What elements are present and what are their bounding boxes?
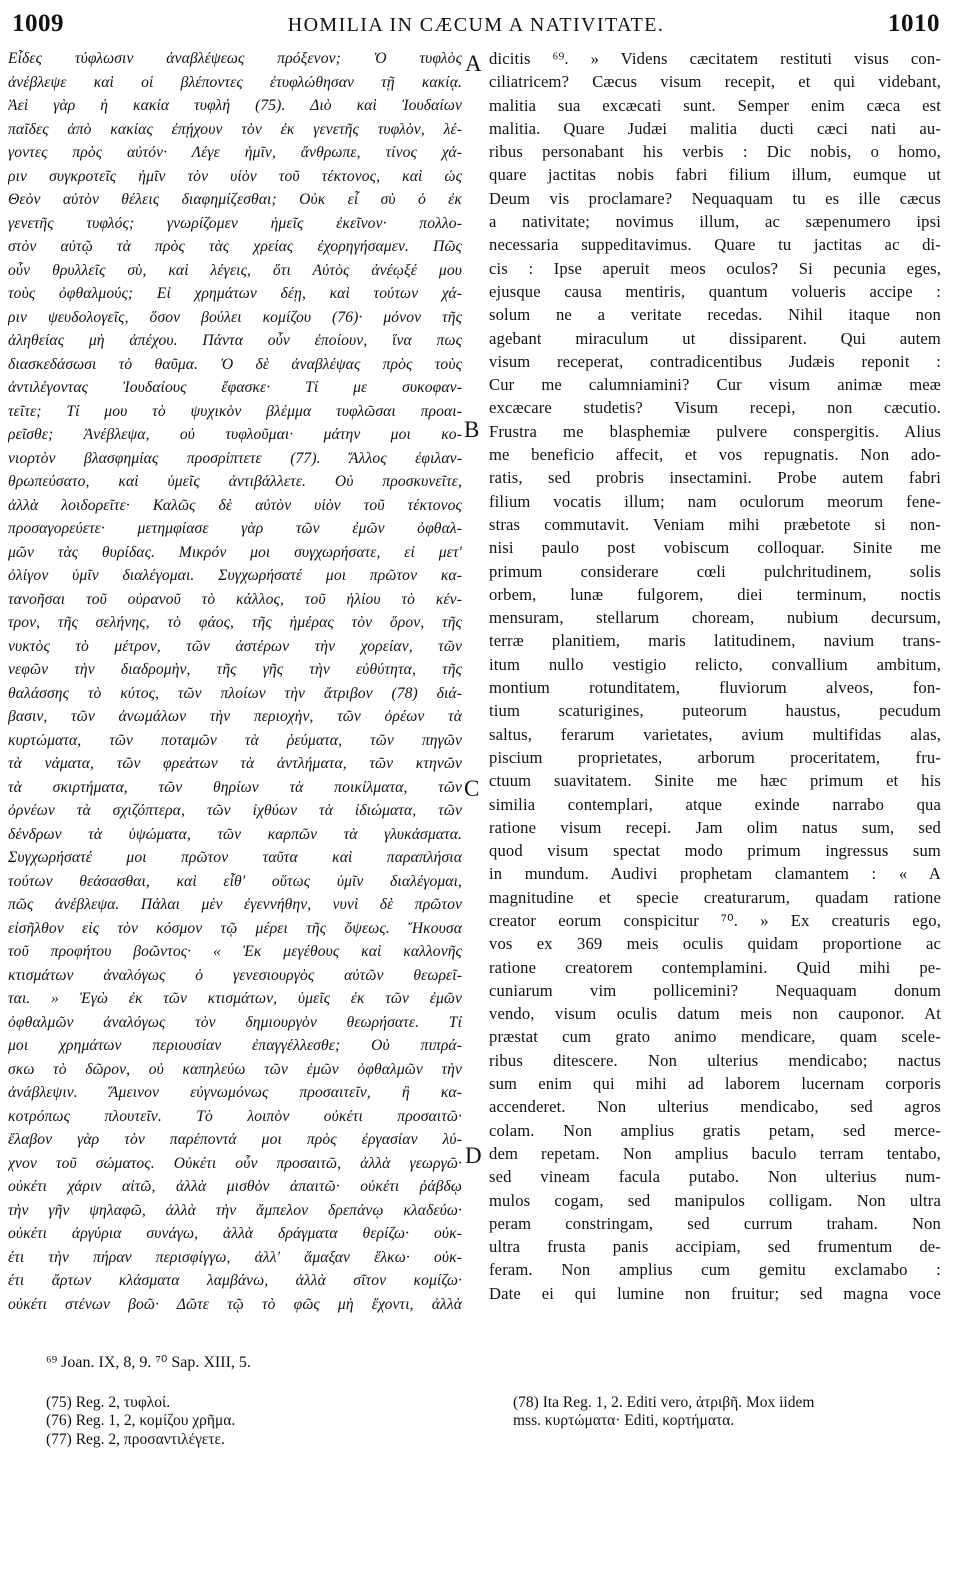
greek-text-line: σκω τὸ δῶρον, οὐ καπηλεύω τῶν ἐμῶν ὀφθαλμῶν τὴν — [8, 1060, 462, 1078]
greek-text-column — [8, 47, 462, 1316]
latin-text-line: ratis, sed probris insectamini. Probe autem fabri — [489, 468, 941, 488]
greek-text-line: ριν συγκροτεῖς ἡμῖν τὸν υἱὸν τοῦ τέκτονος, καὶ ὡς — [8, 167, 462, 185]
latin-text-line: stras commutavit. Veniam mihi præbetote si non- — [489, 514, 941, 534]
greek-text-line: προσαγορεύετε· μετημφίασε γὰρ τῶν ἐμῶν ὀφθαλ- — [8, 520, 462, 537]
margin-letter-d: D — [465, 1143, 482, 1168]
greek-text-line: εἰσῆλθον εἰς τὸν κόσμον τῷ μέρει τῆς ὄψεως. Ἤκουσα — [8, 919, 462, 937]
greek-text-line: ριν ψευδολογεῖς, ὅσον βούλει κομίζου (76)· μόνον τῆς — [8, 308, 462, 326]
latin-text-line: excæcare studetis? Visum recepi, non cæcutio. — [489, 398, 941, 418]
greek-text-line: τανοῆσαι τοῦ οὐρανοῦ τὸ κάλλος, τοῦ ἡλίου τὸ κέν- — [8, 590, 462, 608]
latin-text-line: dicitis ⁶⁹. » Videns cæcitatem restituti visus con- — [489, 49, 941, 68]
latin-text-line: cuniarum vim pollicemini? Nequaquam donum — [489, 980, 941, 1000]
left-page-number: 1009 — [12, 10, 64, 37]
latin-text-line: mensuram, stellarum choream, nubium decursum, — [489, 608, 941, 628]
latin-text-line: similia contemplari, atque exinde narrabo qua — [489, 794, 941, 814]
latin-text-line: vendo, visum oculis datum meis non cauponor. At — [489, 1004, 941, 1024]
greek-text-line: βασιν, τῶν ἀνωμάλων τὴν περιοχὴν, τῶν ὀρέων τὰ — [8, 708, 462, 725]
greek-text-line: ἀνέβλεψε καὶ οἱ βλέποντες ἐτυφλώθησαν τῇ κακίᾳ. — [8, 73, 462, 91]
scripture-footnotes: ⁶⁹ Joan. IX, 8, 9. ⁷⁰ Sap. XIII, 5. — [46, 1354, 251, 1371]
greek-text-line: κυρτώματα, τῶν ποταμῶν τὰ ῥεύματα, τῶν πηγῶν — [8, 731, 462, 749]
greek-text-line: τρον, τῆς σελήνης, τὸ φάος, τῆς ἡμέρας τὸν ὅρον, τῆς — [8, 614, 462, 631]
greek-text-line: νιορτὸν βλασφημίας προσρίπτετε (77). Ἄλλος ἐφιλαν- — [8, 449, 462, 467]
margin-letter-b: B — [464, 417, 480, 442]
latin-text-line: agebant miraculum ut dissiparent. Qui autem — [489, 328, 941, 348]
latin-text-line: Deum vis proclamare? Nequaquam tu es ille cæcus — [489, 188, 941, 208]
latin-text-line: ratione creatorem contemplamini. Quid mihi pe- — [489, 957, 941, 977]
latin-text-line: visum receperat, contradicentibus Judæis reponit : — [489, 351, 941, 371]
latin-text-line: feram. Non amplius cum gemitu exclamabo : — [489, 1260, 941, 1280]
footnotes-right — [513, 1394, 933, 1431]
greek-text-line: χνον τοῦ σώματος. Οὐκέτι οὖν προσαιτῶ, ἀλλὰ γεωργῶ· — [8, 1154, 462, 1172]
greek-text-line: οὖν θρυλλεῖς σὺ, καὶ λέγεις, ὅτι Αὐτὸς ἀνέῳξέ μου — [8, 261, 462, 279]
latin-text-line: ejusque causa mentiris, quantum volueris accipe : — [489, 281, 941, 301]
latin-text-line: ribus personabant his verbis : Dic nobis, o homo, — [489, 142, 941, 162]
footnote-76: (76) Reg. 1, 2, κομίζου χρῆμα. — [46, 1412, 236, 1430]
greek-text-line: ἀλλὰ λοιδορεῖτε· Καλῶς δὲ αὐτὸν υἱὸν τοῦ τέκτονος — [8, 496, 462, 514]
page-header — [12, 10, 940, 44]
footnote-78-line-1: (78) Ita Reg. 1, 2. Editi vero, ἀτριβῆ. Mox iidem — [513, 1394, 815, 1411]
latin-text-line: creator eorum conspicitur ⁷⁰. » Ex creaturis ego, — [489, 910, 941, 930]
latin-text-line: montium rotunditatem, fluviorum alveos, fon- — [489, 678, 941, 698]
greek-text-line: ἀληθείας μὴ ἀπέχου. Πάντα οὖν ἐποίουν, ἵνα πως — [8, 332, 462, 349]
latin-text-line: necessaria suppeditavimus. Quare tu jactitas ac di- — [489, 235, 941, 255]
greek-text-line: τοὺς ὀφθαλμούς; Εἰ χρημάτων δέῃ, καὶ τούτων χά- — [8, 285, 462, 302]
latin-text-line: ultra frusta panis accipiam, sed frumentum de- — [489, 1237, 941, 1257]
latin-text-line: colam. Non amplius gratis petam, sed merce- — [489, 1120, 941, 1140]
latin-text-line: ciliatricem? Cæcus visum recepit, et qui videbant, — [489, 72, 941, 92]
latin-text-line: ribus ditescere. Non ulterius mendicabo; nactus — [489, 1050, 941, 1070]
greek-text-line: θρωπεύσατο, καὶ ὑμεῖς ἀντιβάλλετε. Οὐ προσκυνεῖτε, — [8, 473, 462, 490]
latin-text-line: præstat cum grato animo mendicare, quam scele- — [489, 1027, 941, 1047]
greek-text-line: νεφῶν τὴν διαδρομὴν, τῆς γῆς τὴν εὐθύτητα, τῆς — [8, 661, 462, 678]
greek-text-line: οὐκέτι στένων βοῶ· Δῶτε τῷ τὸ φῶς μὴ ἔχοντι, ἀλλὰ — [8, 1295, 462, 1313]
greek-text-line: στὸν αὐτῷ τὰ πρὸς τὰς χρείας ἐχορηγήσαμεν. Πῶς — [8, 238, 462, 255]
latin-text-line: piscium proprietates, arborum proceritatem, fru- — [489, 747, 941, 767]
greek-text-line: ὀρνέων τὰ σχιζόπτερα, τῶν ἰχθύων τὰ ἰδιώματα, τῶν — [8, 802, 462, 819]
greek-text-line: ἀνάβλεψιν. Ἄμεινον εὐγνωμόνως προσαιτεῖν, ἢ κα- — [8, 1084, 462, 1101]
greek-text-line: δένδρων τὰ ὑψώματα, τῶν καρπῶν τὰ γλυκάσματα. — [8, 825, 462, 843]
footnote-75: (75) Reg. 2, τυφλοί. — [46, 1394, 171, 1411]
latin-text-line: vos ex 369 meis oculis quidam proportione ac — [489, 934, 941, 954]
latin-text-line: Date ei qui lumine non fruitur; sed magna voce — [489, 1283, 941, 1303]
right-page-number: 1010 — [888, 10, 940, 37]
greek-text-line: ρεῖσθε; Ἀνέβλεψα, οὐ τυφλοῦμαι· μάτην μοι κο- — [8, 426, 462, 443]
latin-text-line: in mundum. Audivi prophetam clamantem : « A — [489, 864, 941, 884]
greek-text-line: τὰ σκιρτήματα, τῶν θηρίων τὰ ποικίλματα, τῶν — [8, 778, 462, 796]
greek-text-line: πῶς ἀνέβλεψα. Πάλαι μὲν ἐγεννήθην, νυνὶ δὲ πρῶτον — [8, 896, 462, 913]
latin-text-line: accenderet. Non ulterius mendicabo, sed agros — [489, 1097, 941, 1117]
greek-text-line: τὴν γῆν ψηλαφῶ, ἀλλὰ τὴν ἄμπελον δρεπάνῳ κλαδεύω· — [8, 1201, 462, 1219]
latin-text-line: dem repetam. Non amplius baculo terram tentabo, — [489, 1143, 941, 1163]
greek-text-line: τούτων θεάσασθαι, καὶ εἶθ' οὕτως ὑμῖν διαλέγομαι, — [8, 872, 462, 890]
greek-text-line: οὐκέτι χάριν αἰτῶ, ἀλλὰ μισθὸν ἀπαιτῶ· οὐκέτι ῥάβδῳ — [8, 1178, 462, 1195]
greek-text-line: κτισμάτων ἀναλόγως ὁ γενεσιουργὸς αὐτῶν θεωρεῖ- — [8, 966, 462, 984]
latin-text-line: sum enim qui mihi ad laborem lucernam corporis — [489, 1074, 941, 1094]
latin-text-line: malitia. Quare Judæi malitia ducti cæci nati au- — [489, 118, 941, 138]
latin-text-line: Cur me calumniamini? Cur visum animæ meæ — [489, 375, 941, 395]
latin-text-line: solum ne a veritate recedas. Nihil itaque non — [489, 305, 941, 325]
latin-text-line: mulos cogam, sed manipulos colligam. Non ultra — [489, 1190, 941, 1210]
greek-text-line: Εἶδες τύφλωσιν ἀναβλέψεως πρόξενον; Ὁ τυφλὸς — [8, 50, 462, 67]
greek-text-line: τεῖτε; Τί μου τὸ ψυχικὸν βλέμμα τυφλῶσαι προαι- — [8, 402, 462, 420]
latin-text-line: cis : Ipse aperuit meos oculos? Si pecunia eges, — [489, 258, 941, 278]
margin-letter-a: A — [465, 51, 482, 76]
running-title: HOMILIA IN CÆCUM A NATIVITATE. — [287, 14, 665, 36]
greek-text-line: γοντες πρὸς αὐτόν· Λέγε ἡμῖν, ἄνθρωπε, τίνος χά- — [8, 144, 462, 161]
latin-text-line: quare jactitas nobis fabri filium illum, eumque ut — [489, 165, 941, 185]
latin-text-line: nisi paulo post vobiscum colloquar. Sinite me — [489, 538, 941, 558]
latin-text-line: tium scaturigines, puteorum haustus, pecudum — [489, 701, 941, 721]
latin-text-column — [489, 47, 941, 1305]
latin-text-line: peram constringam, sed currum traham. Non — [489, 1213, 941, 1233]
greek-text-line: Ἀεὶ γὰρ ἡ κακία τυφλή (75). Διὸ καὶ Ἰουδαίων — [8, 97, 462, 114]
greek-text-line: ἔλαβον γὰρ τὸν παρέποντά μοι πρὸς ἐργασίαν λύ- — [8, 1131, 462, 1148]
footnote-77: (77) Reg. 2, προσαντιλέγετε. — [46, 1430, 225, 1448]
latin-text-line: ratione visum recepi. Jam olim natus sum, sed — [489, 817, 941, 837]
greek-text-line: γενετῆς τυφλός; γνωρίζομεν ἡμεῖς ἐκεῖνον· πολλο- — [8, 214, 462, 232]
footnotes-left — [46, 1394, 466, 1449]
latin-text-line: terræ planitiem, maris latitudinem, navium trans- — [489, 631, 941, 651]
latin-text-line: ctuum suavitatem. Sinite me hæc primum et his — [489, 771, 941, 791]
latin-text-line: quod visum spectat modo primum ingressus sum — [489, 841, 941, 861]
footnote-78-line-2: mss. κυρτώματα· Editi, κορτήματα. — [513, 1412, 735, 1430]
greek-text-line: θαλάσσης τὸ κύτος, τῶν πλοίων τὴν ἄτριβον (78) διά- — [8, 684, 462, 702]
greek-text-line: έτι τὴν πήραν περισφίγγω, ἀλλ' ἅμαξαν ἕλκω· οὐκ- — [8, 1248, 462, 1266]
greek-text-line: ὀφθαλμῶν ἀναλόγως τὸν δημιουργὸν θεωρήσατε. Τί — [8, 1013, 462, 1031]
greek-text-line: τοῦ προφήτου βοῶντος· « Ἐκ μεγέθους καὶ καλλονῆς — [8, 943, 462, 960]
greek-text-line: κοτρόπως πλουτεῖν. Τὸ λοιπὸν οὐκέτι προσαιτῶ· — [8, 1107, 462, 1125]
greek-text-line: νυκτὸς τὸ μέτρον, τῶν ἀστέρων τὴν χορείαν, τῶν — [8, 637, 462, 655]
latin-text-line: magnitudine et specie creaturarum, quadam ratione — [489, 887, 941, 907]
latin-text-line: malitia sua excæcati sunt. Semper enim cæca est — [489, 95, 941, 115]
greek-text-line: οὐκέτι ἀργύρια συνάγω, ἀλλὰ δράγματα θερίζω· οὐκ- — [8, 1225, 462, 1242]
latin-text-line: me beneficio affecit, et vos repugnatis. Non ado- — [489, 445, 941, 465]
greek-text-line: Θεὸν αὐτὸν θέλεις διαφημίζεσθαι; Οὐκ εἶ σὺ ὁ ἐκ — [8, 191, 462, 208]
latin-text-line: filium vocatis illum; nam oculorum meorum fene- — [489, 491, 941, 511]
latin-text-line: orbem, lunæ fulgorem, diei terminum, noctis — [489, 584, 941, 604]
greek-text-line: ὀλίγον ὑμῖν διαλέγομαι. Συγχωρήσατέ μοι πρῶτον κα- — [8, 567, 462, 584]
greek-text-line: ἀντιλέγοντας Ἰουδαίους ἔφασκε· Τί με συκοφαν- — [8, 379, 462, 396]
greek-text-line: έτι ἄρτων κλάσματα λαμβάνω, ἀλλὰ σῖτον κομίζω· — [8, 1272, 462, 1289]
greek-text-line: τὰ νάματα, τῶν φρεάτων τὰ ἀντλήματα, τῶν κτηνῶν — [8, 755, 462, 772]
greek-text-line: ται. » Ἐγὼ ἐκ τῶν κτισμάτων, ὑμεῖς ἐκ τῶν ἐμῶν — [8, 990, 462, 1007]
greek-text-line: μοι χρημάτων περιουσίαν ἐπαγγέλλεσθε; Οὐ πιπρά- — [8, 1037, 462, 1054]
latin-text-line: saltus, ferarum varietates, avium multifidas alas, — [489, 724, 941, 744]
latin-text-line: primum considerare cœli pulchritudinem, solis — [489, 561, 941, 581]
margin-letter-c: C — [464, 776, 480, 801]
latin-text-line: sed vineam facula putabo. Non ulterius num- — [489, 1167, 941, 1187]
latin-text-line: itum nullo vestigio relicto, convallium ambitum, — [489, 654, 941, 674]
latin-text-line: a nativitate; novimus illum, ac sæpenumero ipsi — [489, 212, 941, 232]
latin-text-line: Frustra me blasphemiæ pulvere conspergitis. Alius — [489, 421, 941, 441]
greek-text-line: παῖδες ἀπὸ κακίας ἐπῄχουν τὸν ἐκ γενετῆς τυφλὸν, λέ- — [8, 120, 462, 138]
greek-text-line: διασκεδάσωσι τὸ θαῦμα. Ὁ δὲ ἀναβλέψας πρὸς τοὺς — [8, 355, 462, 373]
greek-text-line: μῶν τὰς θυρίδας. Μικρόν μοι συγχωρήσατε, εἰ μετ' — [8, 543, 462, 561]
greek-text-line: Συγχωρήσατέ μοι πρῶτον ταῦτα καὶ παραπλήσια — [8, 849, 462, 866]
